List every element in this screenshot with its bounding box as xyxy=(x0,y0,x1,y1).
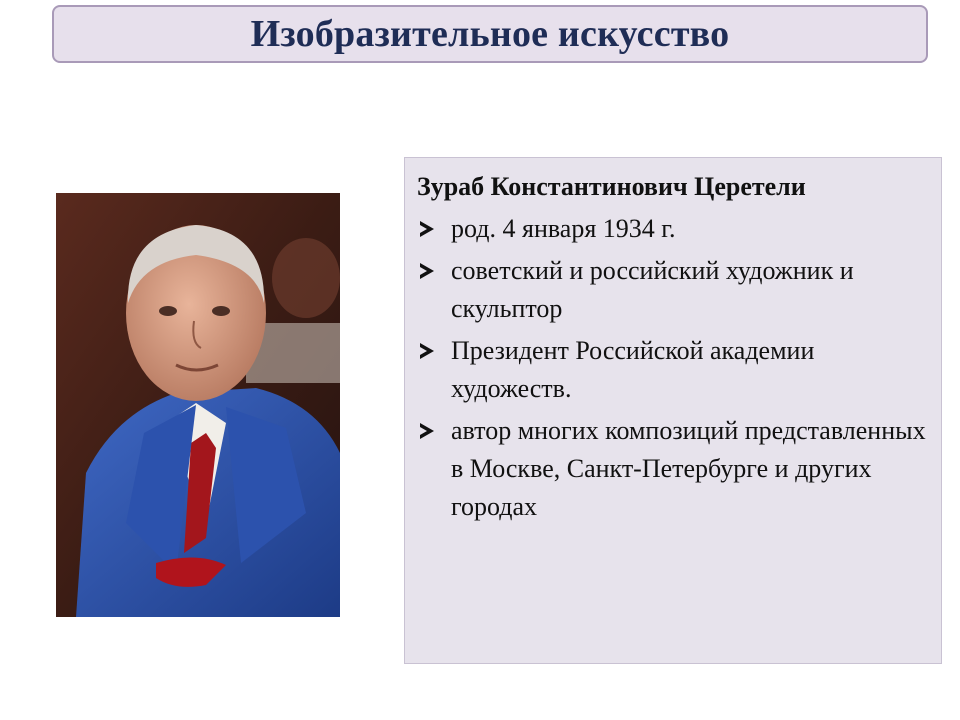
bullet-text: советский и российский художник и скульптор xyxy=(451,256,854,323)
bullet-text: автор многих композиций представленных в Москве, Санкт-Петербурге и других городах xyxy=(451,416,926,521)
bullet-text: род. 4 января 1934 г. xyxy=(451,214,676,243)
portrait-photo xyxy=(56,193,340,617)
bullet-text: Президент Российской академии художеств. xyxy=(451,336,815,403)
arrow-bullet-icon xyxy=(417,332,451,370)
slide-title-bar xyxy=(52,5,928,63)
bullet-item xyxy=(417,332,931,408)
bullet-item xyxy=(417,412,931,526)
bullet-item xyxy=(417,210,931,248)
portrait-illustration xyxy=(56,193,340,617)
bullet-item xyxy=(417,252,931,328)
person-name: Зураб Константинович Церетели xyxy=(417,172,806,201)
arrow-bullet-icon xyxy=(417,210,451,248)
biography-panel xyxy=(404,157,942,664)
arrow-bullet-icon xyxy=(417,252,451,290)
slide-title: Изобразительное искусство xyxy=(250,13,730,55)
arrow-bullet-icon xyxy=(417,412,451,450)
